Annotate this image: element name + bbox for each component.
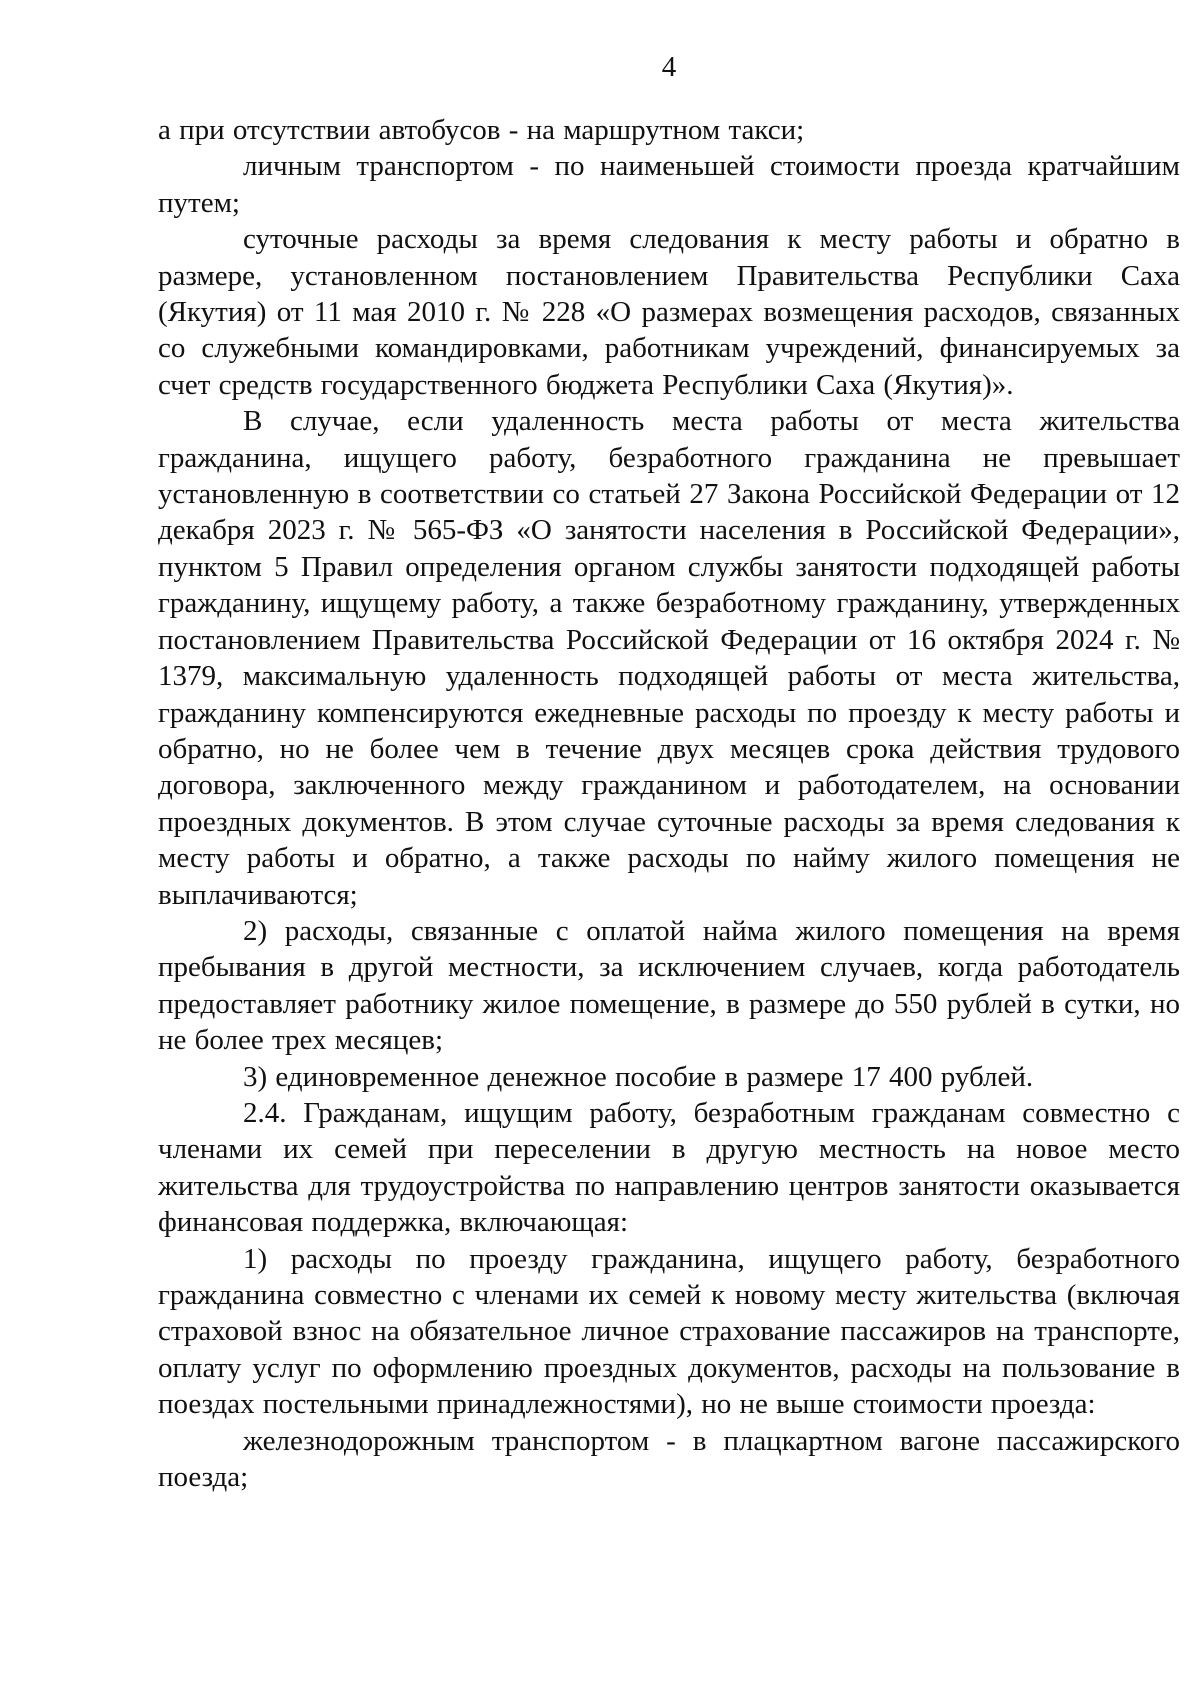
paragraph-item-1-travel-costs: 1) расходы по проезду гражданина, ищущего работу, безработного гражданина совместно с членами их семей к новому месту жительства (включая страховой взнос на обязательное личное страхование пассажиров на транспорте, оплату услуг по оформлению проездных документов, расходы на пользование в поездах постельными принадлежностями), но не выше стоимости проезда: (158, 1242, 1180, 1421)
paragraph-item-3-lump-sum: 3) единовременное денежное пособие в размере 17 400 рублей. (243, 1060, 1034, 1093)
paragraph-personal-transport: личным транспортом - по наименьшей стоимости проезда кратчайшим путем; (158, 150, 1180, 219)
paragraph-distance-case: В случае, если удаленность места работы от места жительства гражданина, ищущего работу, безработного гражданина не превышает установленную в соответствии со статьей 27 Закона Российской Федерации от 12 декабря 2023 г. № 565-ФЗ «О занятости населения в Российской Федерации», пунктом 5 Правил определения органом службы занятости подходящей работы гражданину, ищущему работу, а также безработному гражданину, утвержденных постановлением Правительства Российской Федерации от 16 октября 2024 г. № 1379, максимальную удаленность подходящей работы от места жительства, гражданину компенсируются ежедневные расходы по проезду к месту работы и обратно, но не более чем в течение двух месяцев срока действия трудового договора, заключенного между гражданином и работодателем, на основании проездных документов. В этом случае суточные расходы за время следования к месту работы и обратно, а также расходы по найму жилого помещения не выплачиваются; (158, 405, 1180, 911)
document-body (158, 112, 1180, 1495)
paragraph-2-4-relocation: 2.4. Гражданам, ищущим работу, безработным гражданам совместно с членами их семей при переселении в другую местность на новое место жительства для трудоустройства по направлению центров занятости оказывается финансовая поддержка, включающая: (158, 1096, 1180, 1239)
paragraph-item-2-housing: 2) расходы, связанные с оплатой найма жилого помещения на время пребывания в другой местности, за исключением случаев, когда работодатель предоставляет работнику жилое помещение, в размере до 550 рублей в сутки, но не более трех месяцев; (158, 914, 1180, 1057)
page-number: 4 (661, 51, 677, 83)
paragraph-daily-expenses: суточные расходы за время следования к месту работы и обратно в размере, установленном постановлением Правительства Республики Саха (Якутия) от 11 мая 2010 г. № 228 «О размерах возмещения расходов, связанных со служебными командировками, работникам учреждений, финансируемых за счет средств государственного бюджета Республики Саха (Якутия)». (158, 223, 1180, 401)
paragraph-railway-transport: железнодорожным транспортом - в плацкартном вагоне пассажирского поезда; (158, 1424, 1180, 1494)
paragraph-continuation: а при отсутствии автобусов - на маршрутном такси; (158, 114, 805, 146)
